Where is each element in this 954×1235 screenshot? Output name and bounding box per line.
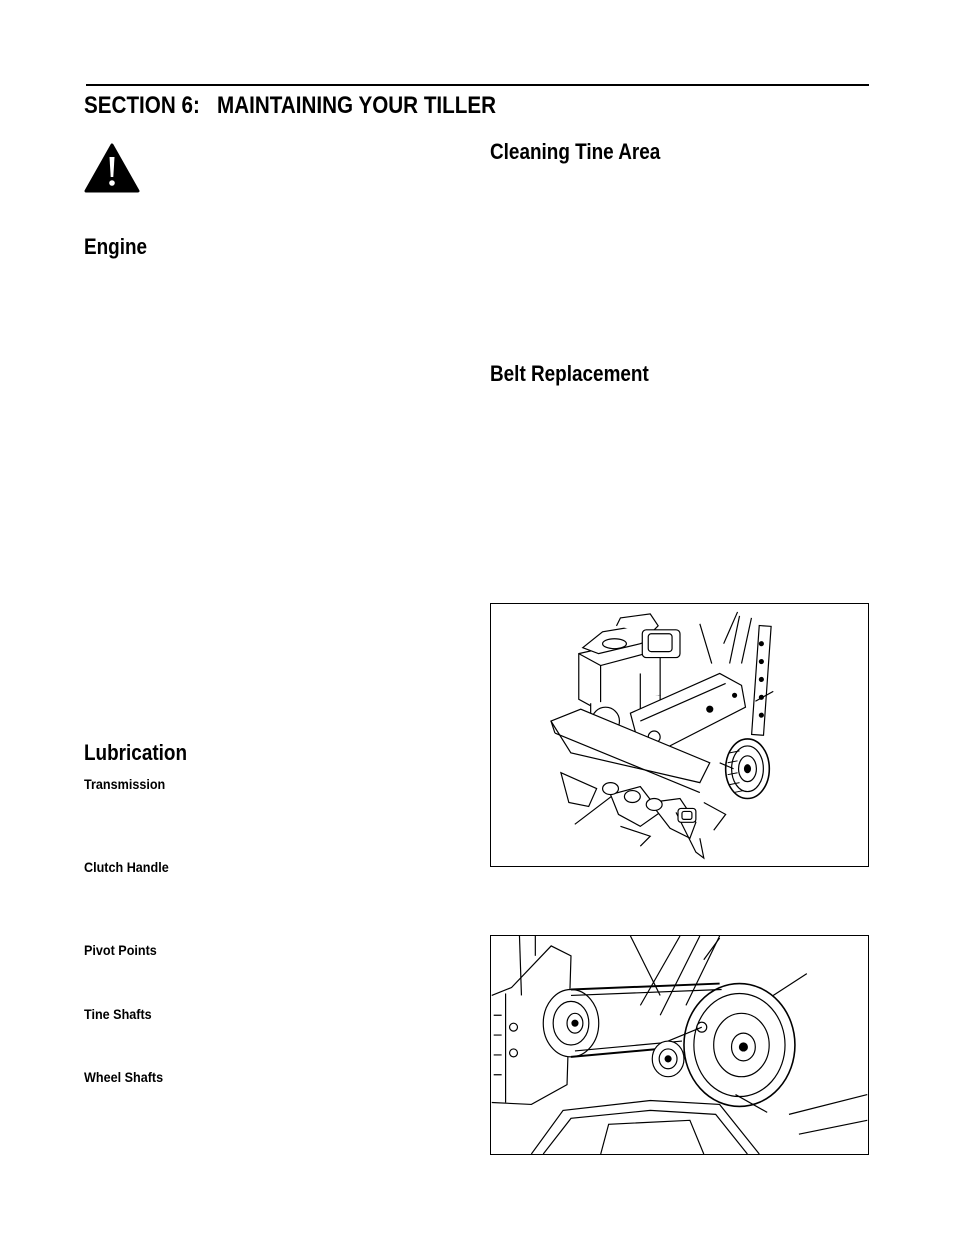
lubrication-heading: Lubrication (84, 740, 188, 765)
header-rule (86, 84, 869, 86)
belt-pulley-figure (490, 935, 869, 1155)
engine-heading: Engine (84, 234, 148, 259)
tiller-assembly-figure (490, 603, 869, 867)
belt-replacement-heading: Belt Replacement (490, 361, 649, 386)
section-title: SECTION 6: MAINTAINING YOUR TILLER (84, 92, 497, 119)
lubrication-item-clutch-handle: Clutch Handle (84, 859, 169, 875)
belt-pulley-illustration (491, 936, 868, 1154)
lubrication-item-wheel-shafts: Wheel Shafts (84, 1069, 164, 1085)
lubrication-item-transmission: Transmission (84, 776, 166, 792)
lubrication-item-tine-shafts: Tine Shafts (84, 1006, 152, 1022)
lubrication-item-pivot-points: Pivot Points (84, 942, 157, 958)
warning-triangle-icon (84, 143, 140, 193)
cleaning-tine-area-heading: Cleaning Tine Area (490, 139, 661, 164)
tiller-illustration (491, 604, 868, 866)
